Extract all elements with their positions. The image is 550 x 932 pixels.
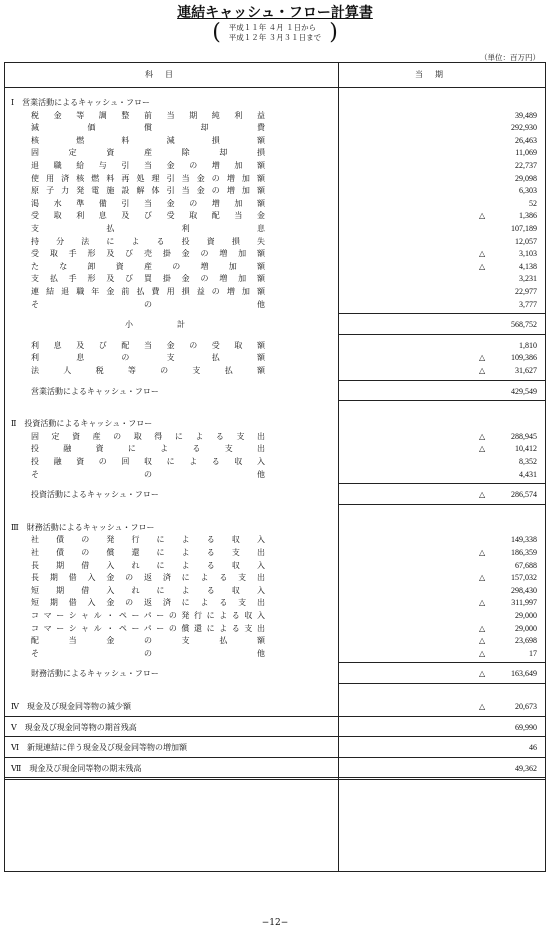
row-value: 17	[529, 648, 537, 658]
row-value: 23,698	[515, 636, 537, 646]
table-row	[5, 261, 545, 273]
row-value: 3,777	[519, 299, 537, 309]
row-value: 429,549	[511, 386, 537, 396]
negative-mark: △	[479, 623, 486, 633]
row-label: 渇水準備引当金の増加額	[31, 198, 265, 208]
row-label: たな卸資産の増加額	[31, 261, 265, 271]
header-rule	[5, 87, 545, 88]
table-row	[5, 210, 545, 222]
row-value: 568,752	[511, 320, 537, 330]
table-row	[5, 635, 545, 647]
row-label: 核燃料減損額	[31, 135, 265, 145]
row-rule	[338, 313, 545, 314]
row-value: 1,810	[519, 340, 537, 350]
row-value: 67,688	[515, 560, 537, 570]
negative-mark: △	[479, 261, 486, 271]
table-row	[5, 248, 545, 260]
table-row	[5, 560, 545, 572]
row-rule	[338, 683, 545, 684]
table-row	[5, 722, 545, 734]
row-label: コマーシャル・ペーパーの発行による収入	[31, 611, 265, 620]
row-label: Ⅰ 営業活動によるキャッシュ・フロー	[11, 98, 150, 107]
row-value: 8,352	[519, 457, 537, 466]
row-label: コマーシャル・ペーパーの償還による支出	[31, 623, 265, 633]
unit-label: （単位：百万円）	[480, 53, 540, 62]
row-rule	[5, 757, 545, 758]
table-row	[5, 547, 545, 559]
negative-mark: △	[479, 702, 486, 711]
row-label: 営業活動によるキャッシュ・フロー	[31, 386, 159, 396]
row-label: 長期借入金の返済による支出	[31, 573, 265, 583]
table-row	[5, 585, 545, 597]
table-row	[5, 469, 545, 481]
row-label: Ⅳ 現金及び現金同等物の減少額	[11, 702, 131, 711]
table-row	[5, 572, 545, 584]
row-value: 29,000	[515, 623, 537, 633]
row-value: 149,338	[511, 535, 537, 545]
cash-flow-table	[4, 62, 546, 872]
table-row	[5, 299, 545, 311]
row-value: 1,386	[519, 211, 537, 221]
table-row	[5, 236, 545, 248]
row-label: 法人税等の支払額	[31, 366, 265, 375]
row-label: 受取利息及び受取配当金	[31, 211, 265, 221]
row-label: 退職給与引当金の増加額	[31, 161, 265, 170]
table-row	[5, 443, 545, 455]
row-rule	[338, 380, 545, 381]
row-label: 社債の償還による支出	[31, 548, 265, 557]
table-row	[5, 110, 545, 122]
row-label: 受取手形及び売掛金の増加額	[31, 249, 265, 259]
row-label: 固定資産の取得による支出	[31, 431, 265, 441]
row-value: 4,138	[519, 261, 537, 271]
negative-mark: △	[479, 211, 486, 221]
row-rule	[5, 716, 545, 717]
row-value: 4,431	[519, 469, 537, 479]
row-label: Ⅶ 現金及び現金同等物の期末残高	[11, 763, 142, 773]
negative-mark: △	[479, 431, 486, 441]
negative-mark: △	[479, 573, 486, 583]
row-label: 税金等調整前当期純利益	[31, 110, 265, 120]
row-value: 311,997	[511, 598, 537, 608]
row-label: 使用済核燃料再処理引当金の増加額	[31, 173, 265, 183]
row-rule	[338, 662, 545, 663]
row-value: 20,673	[515, 702, 537, 711]
period-to: 平成１２年 ３月３１日まで	[228, 33, 322, 42]
row-value: 11,069	[515, 148, 537, 158]
table-row	[5, 534, 545, 546]
negative-mark: △	[479, 636, 486, 646]
row-value: 186,359	[511, 548, 537, 557]
row-value: 3,231	[519, 274, 537, 284]
row-rule	[338, 483, 545, 484]
row-value: 298,430	[511, 585, 537, 595]
table-row	[5, 610, 545, 622]
row-label: Ⅵ 新規連結に伴う現金及び現金同等物の増加額	[11, 743, 188, 753]
table-row	[5, 273, 545, 285]
row-label: 利息及び配当金の受取額	[31, 340, 265, 350]
row-value: 49,362	[515, 763, 537, 773]
row-value: 12,057	[515, 236, 537, 246]
row-value: 31,627	[515, 366, 537, 375]
row-value: 163,649	[511, 669, 537, 679]
table-row	[5, 456, 545, 468]
table-row	[5, 147, 545, 159]
row-label: 投融資による支出	[31, 444, 265, 454]
negative-mark: △	[479, 249, 486, 259]
negative-mark: △	[479, 444, 486, 454]
row-label: その他	[31, 469, 265, 479]
row-rule	[338, 400, 545, 401]
row-rule	[5, 736, 545, 737]
row-value: 69,990	[515, 722, 537, 732]
row-value: 10,412	[515, 444, 537, 454]
table-row	[5, 668, 545, 680]
row-label: その他	[31, 299, 265, 309]
table-row	[5, 352, 545, 364]
negative-mark: △	[479, 490, 486, 500]
table-row	[5, 173, 545, 185]
row-value: 107,189	[511, 224, 537, 233]
table-row	[5, 135, 545, 147]
table-row	[5, 97, 545, 109]
row-value: 46	[529, 743, 537, 753]
row-value: 6,303	[519, 186, 537, 196]
table-row	[5, 597, 545, 609]
row-value: 286,574	[511, 490, 537, 500]
row-value: 292,930	[511, 123, 537, 133]
table-row	[5, 319, 545, 331]
page-number: −12−	[261, 918, 289, 928]
table-row	[5, 223, 545, 235]
header-item: 科目	[145, 70, 185, 79]
row-label: 短期借入金の返済による支出	[31, 598, 265, 608]
row-label: 固定資産除却損	[31, 148, 265, 158]
table-row	[5, 365, 545, 377]
table-row	[5, 431, 545, 443]
row-label: 配当金の支払額	[31, 636, 265, 646]
row-value: 3,103	[519, 249, 537, 259]
table-row	[5, 418, 545, 430]
row-value: 29,098	[515, 173, 537, 183]
row-label: 減価償却費	[31, 123, 265, 133]
table-row	[5, 701, 545, 713]
row-value: 29,000	[515, 611, 537, 620]
row-value: 39,489	[515, 110, 537, 120]
table-row	[5, 742, 545, 754]
table-row	[5, 648, 545, 660]
row-label: その他	[31, 648, 265, 658]
row-label: Ⅱ 投資活動によるキャッシュ・フロー	[11, 419, 153, 429]
document-title: 連結キャッシュ・フロー計算書	[177, 5, 373, 21]
negative-mark: △	[479, 598, 486, 608]
row-label: 社債の発行による収入	[31, 535, 265, 545]
row-value: 52	[529, 198, 537, 208]
row-value: 157,032	[511, 573, 537, 583]
negative-mark: △	[479, 366, 486, 375]
row-label: Ⅴ 現金及び現金同等物の期首残高	[11, 722, 137, 732]
row-rule	[5, 777, 545, 780]
row-label: 持分法による投資損失	[31, 236, 265, 246]
row-label: 投資活動によるキャッシュ・フロー	[31, 490, 159, 500]
negative-mark: △	[479, 548, 486, 557]
negative-mark: △	[479, 648, 486, 658]
table-row	[5, 386, 545, 398]
row-value: 288,945	[511, 431, 537, 441]
table-row	[5, 489, 545, 501]
row-label: Ⅲ 財務活動によるキャッシュ・フロー	[11, 522, 155, 532]
row-value: 22,737	[515, 161, 537, 170]
table-row	[5, 160, 545, 172]
row-label: 短期借入れによる収入	[31, 585, 265, 595]
row-rule	[338, 334, 545, 335]
row-label: 支払手形及び買掛金の増加額	[31, 274, 265, 284]
period: ( 平成１１年 ４月 １日から 平成１２年 ３月３１日まで )	[212, 20, 338, 45]
row-rule	[338, 504, 545, 505]
row-label: 投融資の回収による収入	[31, 457, 265, 466]
row-label: 連結退職年金前払費用損益の増加額	[31, 287, 265, 296]
table-row	[5, 763, 545, 775]
row-value: 109,386	[511, 353, 537, 363]
table-row	[5, 122, 545, 134]
table-row	[5, 286, 545, 298]
period-from: 平成１１年 ４月 １日から	[228, 23, 317, 32]
negative-mark: △	[479, 353, 486, 363]
table-row	[5, 198, 545, 210]
row-label: 原子力発電施設解体引当金の増加額	[31, 186, 265, 196]
row-label: 利息の支払額	[31, 353, 265, 363]
row-label: 財務活動によるキャッシュ・フロー	[31, 669, 159, 679]
row-label: 長期借入れによる収入	[31, 560, 265, 570]
table-row	[5, 623, 545, 635]
negative-mark: △	[479, 669, 486, 679]
table-row	[5, 340, 545, 352]
table-row	[5, 185, 545, 197]
row-label: 小計	[125, 320, 185, 330]
row-value: 26,463	[515, 135, 537, 145]
row-label: 支払利息	[31, 224, 265, 233]
header-amount: 当期	[415, 70, 455, 79]
row-value: 22,977	[515, 287, 537, 296]
table-row	[5, 522, 545, 534]
